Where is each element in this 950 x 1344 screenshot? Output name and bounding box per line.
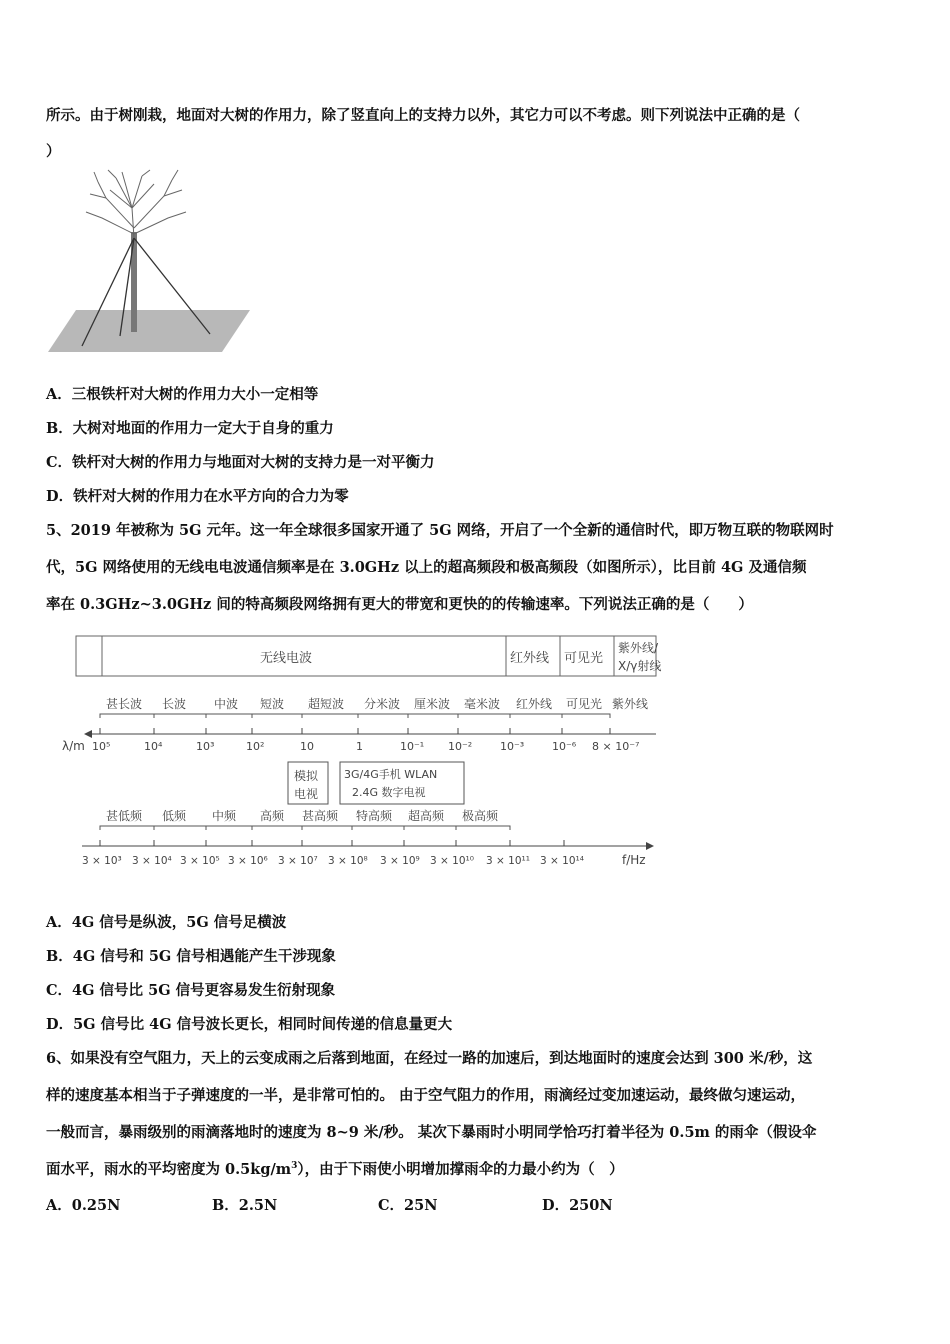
q4-stem-line2: ）: [46, 143, 61, 160]
tree-trunk: [131, 232, 137, 332]
q4-option-a: A．三根铁杆对大树的作用力大小一定相等: [46, 386, 319, 403]
freq-name: 甚低频: [106, 809, 143, 823]
lambda-tick: 10⁻³: [500, 740, 525, 753]
analog-tv-label: 模拟: [294, 769, 319, 783]
freq-tick: 3 × 10¹⁴: [540, 855, 584, 867]
freq-tick: 3 × 10³: [82, 855, 122, 867]
q4-option-d: D．铁杆对大树的作用力在水平方向的合力为零: [46, 488, 349, 505]
freq-tick: 3 × 10¹¹: [486, 855, 530, 867]
lambda-tick: 10³: [196, 740, 215, 753]
band-infrared: 红外线: [510, 651, 550, 666]
lambda-axis-label: λ/m: [62, 739, 85, 753]
wave-name: 厘米波: [414, 697, 451, 711]
freq-tick: 3 × 10⁹: [380, 855, 420, 867]
freq-name: 中频: [212, 809, 237, 823]
q5-stem-line1: 5、2019 年被称为 5G 元年。这一年全球很多国家开通了 5G 网络，开启了一个全新的通信时代，即万物互联的物联网时: [46, 522, 834, 539]
tree-figure: [46, 168, 256, 358]
q4-stem-line1: 所示。由于树刚栽，地面对大树的作用力，除了竖直向上的支持力以外，其它力可以不考虑。则下列说法中正确的是（: [46, 107, 800, 124]
freq-name: 特高频: [356, 809, 393, 823]
q5-option-c: C．4G 信号比 5G 信号更容易发生衍射现象: [46, 982, 336, 999]
freq-tick: 3 × 10⁸: [328, 855, 368, 867]
freq-name: 超高频: [408, 809, 445, 823]
q5-stem-line3: 率在 0.3GHz~3.0GHz 间的特高频段网络拥有更大的带宽和更快的的传输速率。下列说法正确的是（ ）: [46, 596, 753, 613]
analog-tv-label: 电视: [294, 787, 319, 801]
lambda-tick: 10: [300, 740, 314, 753]
spectrum-diagram: [62, 630, 670, 880]
q5-option-d: D．5G 信号比 4G 信号波长更长，相同时间传递的信息量更大: [46, 1016, 453, 1033]
wave-name: 中波: [214, 697, 239, 711]
freq-name: 低频: [162, 809, 187, 823]
q6-stem-line4-a: 面水平，雨水的平均密度为 0.5kg/m: [46, 1161, 292, 1178]
q6-option-a: A．0.25N: [46, 1197, 121, 1214]
q6-option-d: D．250N: [542, 1197, 613, 1214]
q6-density-exponent: 3: [291, 1161, 298, 1172]
lambda-tick: 10⁻¹: [400, 740, 425, 753]
q6-option-c: C．25N: [378, 1197, 438, 1214]
lambda-tick: 10²: [246, 740, 265, 753]
freq-name: 甚高频: [302, 809, 339, 823]
q5-option-b: B．4G 信号和 5G 信号相遇能产生干涉现象: [46, 948, 336, 965]
freq-name: 极高频: [462, 809, 499, 823]
band-visible: 可见光: [564, 651, 604, 666]
wave-name: 分米波: [364, 697, 401, 711]
wlan-label: 3G/4G手机 WLAN: [344, 768, 438, 781]
q5-stem-line2: 代，5G 网络使用的无线电电波通信频率是在 3.0GHz 以上的超高频段和极高频段（如图所示），比目前 4G 及通信频: [46, 559, 807, 576]
q6-stem-line4: [46, 1158, 624, 1179]
wave-name: 毫米波: [464, 697, 501, 711]
lambda-tick: 10⁴: [144, 740, 163, 753]
q6-stem-line3: 一般而言，暴雨级别的雨滴落地时的速度为 8~9 米/秒。 某次下暴雨时小明同学恰巧打着半径为 0.5m 的雨伞（假设伞: [46, 1124, 817, 1141]
freq-tick: 3 × 10⁴: [132, 855, 172, 867]
band-radio: 无线电波: [260, 651, 313, 666]
wave-name: 红外线: [516, 697, 553, 711]
freq-tick: 3 × 10⁵: [180, 855, 220, 867]
wave-name: 甚长波: [106, 697, 143, 711]
q5-option-a: A．4G 信号是纵波，5G 信号足横波: [46, 914, 287, 931]
freq-axis-label: f/Hz: [622, 853, 646, 867]
q4-option-b: B．大树对地面的作用力一定大于自身的重力: [46, 420, 334, 437]
wlan-label: 2.4G 数字电视: [352, 786, 426, 799]
q6-stem-line1: 6、如果没有空气阻力，天上的云变成雨之后落到地面，在经过一路的加速后，到达地面时的速度会达到 300 米/秒，这: [46, 1050, 813, 1067]
lambda-tick: 8 × 10⁻⁷: [592, 740, 640, 753]
freq-tick: 3 × 10⁶: [228, 855, 268, 867]
lambda-tick: 10⁵: [92, 740, 111, 753]
lambda-tick: 10⁻⁶: [552, 740, 577, 753]
band-uv: 紫外线/: [618, 641, 659, 655]
freq-tick: 3 × 10¹⁰: [430, 855, 474, 867]
wave-name: 可见光: [566, 697, 603, 711]
ground-plane: [48, 310, 250, 352]
lambda-tick: 10⁻²: [448, 740, 473, 753]
q6-option-b: B．2.5N: [212, 1197, 278, 1214]
wave-name: 紫外线: [612, 697, 649, 711]
freq-name: 高频: [260, 809, 285, 823]
q4-option-c: C．铁杆对大树的作用力与地面对大树的支持力是一对平衡力: [46, 454, 435, 471]
wave-name: 超短波: [308, 697, 345, 711]
lambda-tick: 1: [356, 740, 363, 753]
wave-name: 长波: [162, 697, 187, 711]
q6-stem-line4-b: ），由于下雨使小明增加撑雨伞的力最小约为（ ）: [297, 1161, 624, 1178]
tree-branches: [86, 170, 186, 238]
q6-stem-line2: 样的速度基本相当于子弹速度的一半，是非常可怕的。 由于空气阻力的作用，雨滴经过变加速运动，最终做匀速运动，: [46, 1087, 806, 1104]
band-xray: X/γ射线: [618, 659, 662, 673]
wave-name: 短波: [260, 697, 285, 711]
freq-tick: 3 × 10⁷: [278, 855, 318, 867]
